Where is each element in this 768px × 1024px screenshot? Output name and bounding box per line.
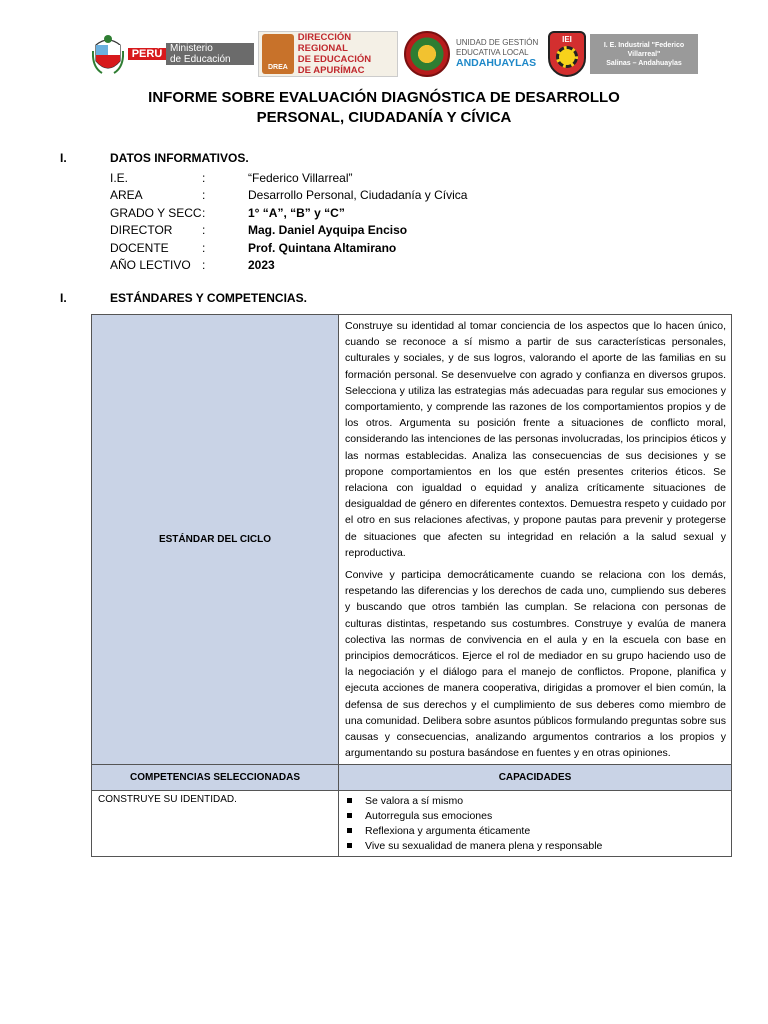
drea-label: DIRECCIÓN REGIONAL DE EDUCACIÓN DE APURÍMAC (297, 32, 372, 76)
capacidades-list (345, 793, 725, 853)
ugel-label: UNIDAD DE GESTIÓN EDUCATIVA LOCAL ANDAHUAYLAS (456, 38, 539, 69)
ministerio-logo (128, 31, 254, 77)
header-competencias: COMPETENCIAS SELECCIONADAS (92, 765, 339, 791)
datos-row: I.E. : “Federico Villarreal” (110, 170, 353, 185)
ministerio-label: Ministerio de Educación (166, 43, 254, 65)
list-item: Se valora a sí mismo (345, 793, 725, 808)
bullet-square-icon (347, 843, 352, 848)
datos-row: GRADO Y SECC : 1° “A”, “B” y “C” (110, 205, 345, 220)
ugel-seal-icon (404, 31, 450, 77)
logo-banner (92, 30, 704, 78)
header-capacidades: CAPACIDADES (339, 765, 732, 791)
standard-label-cell: ESTÁNDAR DEL CICLO (92, 315, 339, 765)
section-heading-estandares: I. ESTÁNDARES Y COMPETENCIAS. (60, 291, 307, 305)
capacidades-cell (339, 791, 732, 857)
standard-paragraph: Construye su identidad al tomar conciencia de los aspectos que lo hacen único, cuando se reconoce a sí mismo a partir de sus características personales, culturales y sociales, y de sus logros, valorando el aporte de las familias en su formación personal. Se desenvuelve con agrado y confianza en diversos grupos. Selecciona y utiliza las estrategias más adecuadas para regular sus emociones y comportamiento, y comprende las razones de los comportamientos propios y de los otros. Argumenta su posición frente a situaciones de conflicto moral, considerando las intenciones de las personas involucradas, los principios éticos y las normas establecidas. Analiza las consecuencias de sus decisiones y se propone comportamientos en los que estén presentes criterios éticos. Se relaciona con igualdad o equidad y analiza críticamente situaciones de desigualdad de género en diferentes contextos. Demuestra respeto y cuidado por el otro en sus relaciones afectivas, y propone pautas para prevenir y protegerse de situaciones que afecten su integridad en relación a la salud sexual y reproductiva. (345, 320, 726, 559)
standards-table (91, 314, 732, 857)
datos-row: DOCENTE : Prof. Quintana Altamirano (110, 240, 397, 255)
bullet-square-icon (347, 813, 352, 818)
standard-paragraph: Convive y participa democráticamente cuando se relaciona con los demás, respetando las diferencias y los derechos de cada uno, cumpliendo sus deberes y buscando que otros también las cumplan. Se relaciona con personas de culturas distintas, respetando sus costumbres. Construye y evalúa de manera colectiva las normas de convivencia en el aula y en la escuela con base en principios democráticos. Ejerce el rol de mediador en su grupo haciendo uso de la negociación y el diálogo para el manejo de conflictos. Propone, planifica y ejecuta acciones de manera cooperativa, dirigidas a promover el bien común, la defensa de sus derechos y el cumplimiento de sus deberes como miembro de una comunidad. Delibera sobre asuntos públicos formulando preguntas sobre sus causas y consecuencias, analizando argumentos contrarios a los propios y argumentando su postura basándose en fuentes y en otras opiniones. (345, 569, 726, 760)
table-row (92, 315, 732, 765)
iei-shield-icon: IEI (548, 31, 586, 77)
drea-mark-icon: DREA (262, 34, 294, 74)
standard-text-cell (339, 315, 732, 765)
table-header-row (92, 765, 732, 791)
list-item: Vive su sexualidad de manera plena y responsable (345, 838, 725, 853)
peru-coat-of-arms-icon (92, 31, 124, 77)
document-title: INFORME SOBRE EVALUACIÓN DIAGNÓSTICA DE DESARROLLO PERSONAL, CIUDADANÍA Y CÍVICA (148, 89, 620, 126)
datos-informativos-list (110, 169, 467, 274)
datos-row: DIRECTOR : Mag. Daniel Ayquipa Enciso (110, 223, 408, 238)
drea-logo (258, 31, 398, 77)
table-row (92, 791, 732, 857)
datos-row: AÑO LECTIVO : 2023 (110, 258, 275, 273)
list-item: Reflexiona y argumenta éticamente (345, 823, 725, 838)
competencia-cell: CONSTRUYE SU IDENTIDAD. (92, 791, 339, 857)
peru-label: PERÚ (128, 48, 166, 60)
section-heading-datos: I. DATOS INFORMATIVOS. (60, 151, 249, 165)
school-name-label: I. E. Industrial "Federico Villarreal" Salinas – Andahuaylas (590, 34, 698, 74)
bullet-square-icon (347, 828, 352, 833)
datos-row: AREA : Desarrollo Personal, Ciudadanía y Cívica (110, 188, 468, 203)
bullet-square-icon (347, 798, 352, 803)
list-item: Autorregula sus emociones (345, 808, 725, 823)
